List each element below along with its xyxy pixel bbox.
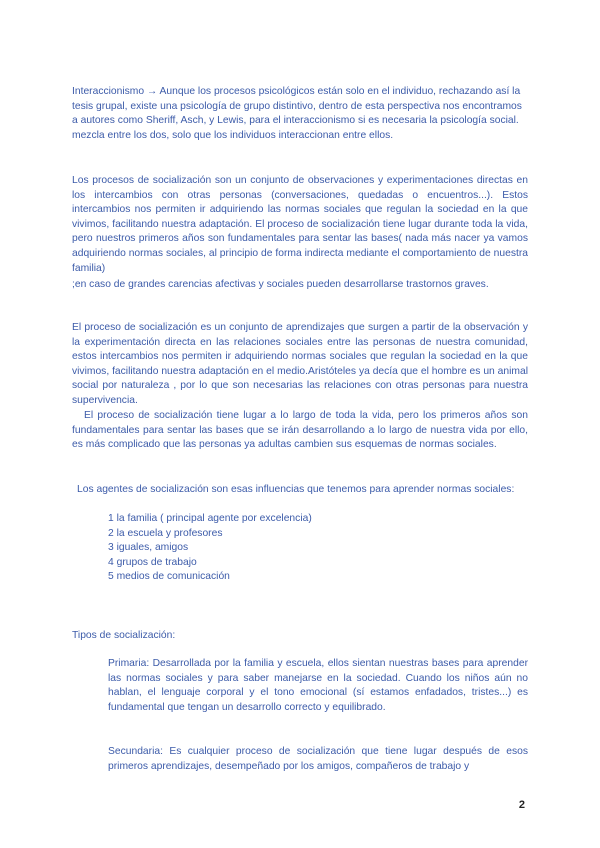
list-item: 4 grupos de trabajo [108, 556, 197, 568]
socializacion-paragraph-1-end: ;en caso de grandes carencias afectivas y sociales pueden desarrollarse trastornos graves. [72, 279, 489, 290]
socializacion-paragraph-2: El proceso de socialización es un conjunto de aprendizajes que surgen a partir de la observación y la experimentación directa en las relaciones sociales entre las personas de nuestra comunidad, estos intercambios nos permiten ir adquiriendo normas sociales que regulan la sociedad en la que vivimos, facilitando nuestra adaptación en el medio.Aristóteles ya decía que el hombre es un animal social por naturaleza , por lo que son necesarias las relaciones con otras personas para nuestra supervivencia. [72, 322, 528, 406]
interaccionismo-paragraph: Interaccionismo → Aunque los procesos psicológicos están solo en el individuo, rechazando así la tesis grupal, existe una psicología de grupo distintivo, dentro de esta perspectiva nos encontramos a autores como Sheriff, Asch, y Lewis, para el interaccionismo si es necesaria la psicología social. mezcla entre los dos, solo que los individuos interaccionan entre ellos. [72, 86, 522, 141]
agents-list [108, 512, 312, 585]
list-item: 1 la familia ( principal agente por excelencia) [108, 513, 312, 524]
page-number: 2 [518, 799, 525, 811]
list-item: 3 iguales, amigos [108, 542, 189, 554]
list-item: 2 la escuela y profesores [108, 527, 223, 539]
primaria-paragraph: Primaria: Desarrollada por la familia y escuela, ellos sientan nuestras bases para aprender las normas sociales y para saber manejarse en la sociedad. Cuando los niños aún no hablan, el lenguaje corporal y el tono emocional (sí estamos enfadados, tristes...) es fundamental que tengan un desarrollo correcto y equilibrado. [108, 658, 528, 713]
socializacion-paragraph-1: Los procesos de socialización son un conjunto de observaciones y experimentaciones directas en los intercambios con otras personas (conversaciones, quedadas o encuentros...). Estos intercambios nos permiten ir adquiriendo las normas sociales que regulan la sociedad en la que vivimos, facilitando nuestra adaptación. El proceso de socialización tiene lugar durante toda la vida, pero nuestros primeros años son fundamentales para sentar las bases( nada más nacer ya vamos adquiriendo normas sociales, al principio de forma indirecta mediante el comportamiento de nuestra familia) [72, 175, 528, 274]
socializacion-paragraph-3: El proceso de socialización tiene lugar a lo largo de toda la vida, pero los primeros años son fundamentales para sentar las bases que se irán desarrollando a lo largo de nuestra vida por ello, es más complicado que las personas ya adultas cambien sus esquemas de normas sociales. [72, 410, 528, 451]
list-item: 5 medios de comunicación [108, 571, 230, 583]
secundaria-paragraph: Secundaria: Es cualquier proceso de socialización que tiene lugar después de esos primeros aprendizajes, desempeñado por los amigos, compañeros de trabajo y [108, 746, 528, 772]
tipos-heading: Tipos de socialización: [72, 630, 176, 641]
agentes-paragraph: Los agentes de socialización son esas influencias que tenemos para aprender normas sociales: [77, 484, 515, 495]
